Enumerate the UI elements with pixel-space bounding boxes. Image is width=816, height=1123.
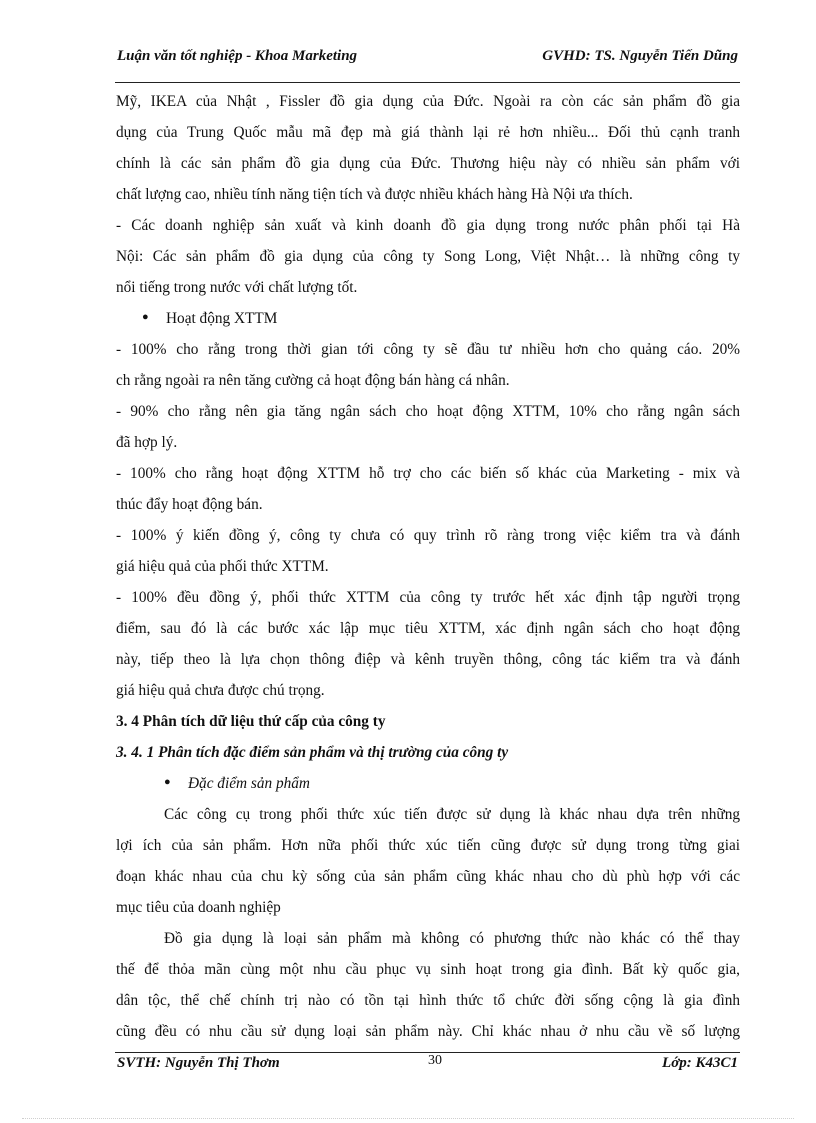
bullet-item-product-features: Đặc điểm sản phẩm: [188, 775, 310, 792]
paragraph-line: điểm, sau đó là các bước xác lập mục tiêu XTTM, xác định ngân sách cho hoạt động: [116, 620, 740, 637]
paragraph-line: - Các doanh nghiệp sản xuất và kinh doanh đồ gia dụng trong nước phân phối tại Hà: [116, 217, 740, 234]
paragraph-line: nổi tiếng trong nước với chất lượng tốt.: [116, 279, 358, 296]
header-rule: [115, 82, 740, 83]
paragraph-line: dân tộc, thể chế chính trị nào có tồn tại hình thức tổ chức đời sống cộng là gia đình: [116, 992, 740, 1009]
bullet-icon: ●: [164, 776, 171, 788]
paragraph-line: đã hợp lý.: [116, 434, 178, 451]
header-thesis-title: Luận văn tốt nghiệp - Khoa Marketing: [117, 48, 358, 64]
paragraph-line: thúc đẩy hoạt động bán.: [116, 496, 263, 513]
paragraph-line: - 100% ý kiến đồng ý, công ty chưa có quy trình rõ ràng trong việc kiểm tra và đánh: [116, 527, 740, 544]
paragraph-line: - 100% đều đồng ý, phối thức XTTM của công ty trước hết xác định tập người trọng: [116, 589, 740, 606]
page-bottom-dotted-border: [22, 1118, 794, 1119]
subsection-heading: 3. 4. 1 Phân tích đặc điểm sản phẩm và thị trường của công ty: [116, 744, 509, 761]
paragraph-line: ch rằng ngoài ra nên tăng cường cả hoạt động bán hàng cá nhân.: [116, 372, 510, 389]
paragraph-line: giá hiệu quả chưa được chú trọng.: [116, 682, 325, 699]
paragraph-line: - 100% cho rằng hoạt động XTTM hỗ trợ cho các biến số khác của Marketing - mix và: [116, 465, 740, 482]
paragraph-line: - 90% cho rằng nên gia tăng ngân sách cho hoạt động XTTM, 10% cho rằng ngân sách: [116, 403, 740, 420]
page-header: [117, 48, 738, 70]
paragraph-line: Đồ gia dụng là loại sản phẩm mà không có phương thức nào khác có thể thay: [164, 930, 740, 947]
header-supervisor: GVHD: TS. Nguyễn Tiến Dũng: [542, 48, 738, 64]
footer-class: Lớp: K43C1: [662, 1055, 738, 1071]
paragraph-line: này, tiếp theo là lựa chọn thông điệp và kênh truyền thông, công tác kiểm tra và đánh: [116, 651, 740, 668]
paragraph-line: chính là các sản phẩm đồ gia dụng của Đức. Thương hiệu này có nhiều sản phẩm với: [116, 155, 740, 172]
paragraph-line: cũng đều có nhu cầu sử dụng loại sản phẩm này. Chỉ khác nhau ở nhu cầu về số lượng: [116, 1023, 740, 1040]
paragraph-line: mục tiêu của doanh nghiệp: [116, 899, 281, 916]
paragraph-line: Các công cụ trong phối thức xúc tiến được sử dụng là khác nhau dựa trên những: [164, 806, 740, 823]
bullet-icon: ●: [142, 311, 149, 323]
paragraph-line: chất lượng cao, nhiều tính năng tiện tích và được nhiều khách hàng Hà Nội ưa thích.: [116, 186, 633, 203]
paragraph-line: giá hiệu quả của phối thức XTTM.: [116, 558, 329, 575]
paragraph-line: Mỹ, IKEA của Nhật , Fissler đồ gia dụng của Đức. Ngoài ra còn các sản phẩm đồ gia: [116, 93, 740, 110]
paragraph-line: thế để thỏa mãn cùng một nhu cầu phục vụ sinh hoạt trong gia đình. Bất kỳ quốc gia,: [116, 961, 740, 978]
page-number: 30: [428, 1053, 442, 1068]
paragraph-line: Nội: Các sản phẩm đồ gia dụng của công ty Song Long, Việt Nhật… là những công ty: [116, 248, 740, 265]
paragraph-line: dụng của Trung Quốc mẫu mã đẹp mà giá thành lại rẻ hơn nhiều... Đối thủ cạnh tranh: [116, 124, 740, 141]
section-heading: 3. 4 Phân tích dữ liệu thứ cấp của công ty: [116, 713, 386, 730]
paragraph-line: đoạn khác nhau của chu kỳ sống của sản phẩm cũng khác nhau cho dù phù hợp với các: [116, 868, 740, 885]
page-footer: [117, 1055, 738, 1077]
bullet-item-xttm: Hoạt động XTTM: [166, 310, 278, 327]
footer-student-name: SVTH: Nguyễn Thị Thơm: [117, 1055, 280, 1071]
paragraph-line: - 100% cho rằng trong thời gian tới công ty sẽ đầu tư nhiều hơn cho quảng cáo. 20%: [116, 341, 740, 358]
paragraph-line: lợi ích của sản phẩm. Hơn nữa phối thức xúc tiến cũng được sử dụng trong từng giai: [116, 837, 740, 854]
